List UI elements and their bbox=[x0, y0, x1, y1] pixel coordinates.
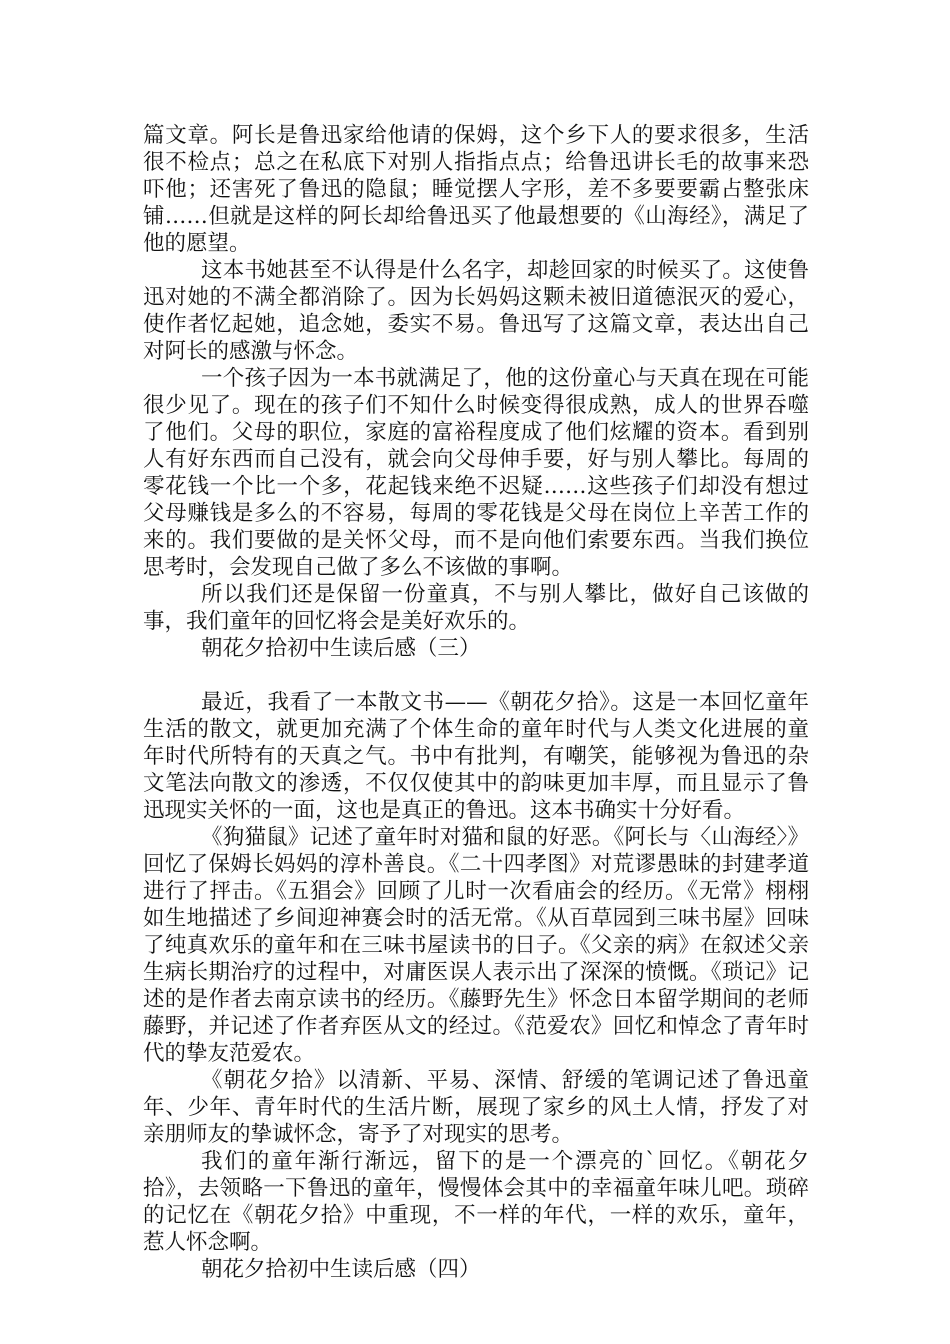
section-heading-4: 朝花夕拾初中生读后感（四） bbox=[201, 1257, 481, 1282]
blank-line bbox=[143, 662, 809, 689]
paragraph-shanhaijing-book: 这本书她甚至不认得是什么名字，却趁回家的时候买了。这使鲁迅对她的不满全都消除了。因为长妈妈这颗未被旧道德泯灭的爱心，使作者忆起她，追念她，委实不易。鲁迅写了这篇文章，表达出自己对阿长的感激与怀念。 bbox=[143, 258, 809, 364]
document-page bbox=[143, 122, 809, 1283]
paragraph-childhood-innocence: 一个孩子因为一本书就满足了，他的这份童心与天真在现在可能很少见了。现在的孩子们不知什么时候变得很成熟，成人的世界吞噬了他们。父母的职位，家庭的富裕程度成了他们炫耀的资本。看到别人有好东西而自己没有，就会向父母伸手要，好与别人攀比。每周的零花钱一个比一个多，花起钱来绝不迟疑……这些孩子们却没有想过父母赚钱是多么的不容易，每周的零花钱是父母在岗位上辛苦工作的来的。我们要做的是关怀父母，而不是向他们索要东西。当我们换位思考时，会发现自己做了多么不该做的事啊。 bbox=[143, 366, 809, 580]
section-heading-3: 朝花夕拾初中生读后感（三） bbox=[201, 636, 481, 661]
paragraph-keep-innocence: 所以我们还是保留一份童真，不与别人攀比，做好自己该做的事，我们童年的回忆将会是美好欢乐的。 bbox=[143, 582, 809, 634]
paragraph-ah-chang-intro: 篇文章。阿长是鲁迅家给他请的保姆，这个乡下人的要求很多，生活很不检点；总之在私底下对别人指指点点；给鲁迅讲长毛的故事来恐吓他；还害死了鲁迅的隐鼠；睡觉摆人字形，差不多要要霸占整张床铺……但就是这样的阿长却给鲁迅买了他最想要的《山海经》，满足了他的愿望。 bbox=[143, 123, 809, 256]
paragraph-conclusion: 我们的童年渐行渐远，留下的是一个漂亮的`回忆。《朝花夕拾》，去领略一下鲁迅的童年，慢慢体会其中的幸福童年味儿吧。琐碎的记忆在《朝花夕拾》中重现，不一样的年代，一样的欢乐，童年，惹人怀念啊。 bbox=[143, 1149, 809, 1255]
paragraph-chapter-summaries: 《狗猫鼠》记述了童年时对猫和鼠的好恶。《阿长与〈山海经〉》回忆了保姆长妈妈的淳朴善良。《二十四孝图》对荒谬愚昧的封建孝道进行了抨击。《五猖会》回顾了儿时一次看庙会的经历。《无常》栩栩如生地描述了乡间迎神赛会时的活无常。《从百草园到三味书屋》回味了纯真欢乐的童年和在三味书屋读书的日子。《父亲的病》在叙述父亲生病长期治疗的过程中，对庸医误人表示出了深深的愤慨。《琐记》记述的是作者去南京读书的经历。《藤野先生》怀念日本留学期间的老师藤野，并记述了作者弃医从文的经过。《范爱农》回忆和悼念了青年时代的挚友范爱农。 bbox=[143, 825, 809, 1066]
paragraph-book-style: 《朝花夕拾》以清新、平易、深情、舒缓的笔调记述了鲁迅童年、少年、青年时代的生活片断，展现了家乡的风土人情，抒发了对亲朋师友的挚诚怀念，寄予了对现实的思考。 bbox=[143, 1068, 809, 1147]
paragraph-book-intro: 最近，我看了一本散文书——《朝花夕拾》。这是一本回忆童年生活的散文，就更加充满了个体生命的童年时代与人类文化进展的童年时代所特有的天真之气。书中有批判，有嘲笑，能够视为鲁迅的杂文笔法向散文的渗透，不仅仅使其中的韵味更加丰厚，而且显示了鲁迅现实关怀的一面，这也是真正的鲁迅。这本书确实十分好看。 bbox=[143, 690, 809, 823]
